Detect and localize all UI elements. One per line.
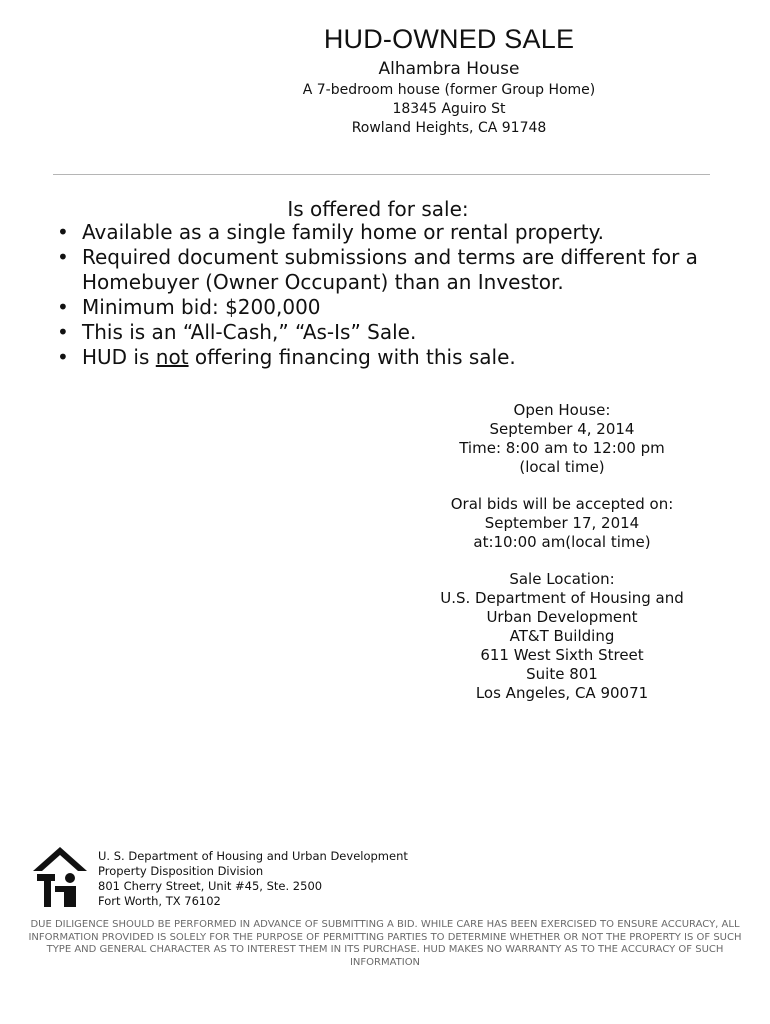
sale-location-line: U.S. Department of Housing and [440, 589, 684, 607]
property-name: Alhambra House [378, 59, 520, 79]
sale-location-line: Los Angeles, CA 90071 [475, 684, 649, 702]
list-item: • This is an “All-Cash,” “As-Is” Sale. [82, 320, 770, 345]
hud-logo-icon [31, 845, 89, 909]
offer-list [36, 220, 770, 370]
offer-heading: Is offered for sale: [287, 197, 469, 221]
open-house-time: Time: 8:00 am to 12:00 pm [459, 439, 665, 457]
page-title: HUD-OWNED SALE [323, 24, 575, 54]
oral-bids-time: at:10:00 am(local time) [473, 533, 651, 551]
sale-location-line: 611 West Sixth Street [480, 646, 644, 664]
open-house-date: September 4, 2014 [489, 420, 635, 438]
property-city: Rowland Heights, CA 91748 [351, 120, 547, 136]
oral-bids-label: Oral bids will be accepted on: [450, 495, 674, 513]
divider [53, 174, 710, 175]
oral-bids-date: September 17, 2014 [484, 514, 640, 532]
sale-location-label: Sale Location: [509, 570, 615, 588]
sale-location-block [413, 570, 711, 703]
list-item: • Required document submissions and terms are different for a Homebuyer (Owner Occupant) than an Investor. [82, 245, 770, 295]
hud-address-line: Fort Worth, TX 76102 [98, 894, 221, 908]
hud-address [98, 849, 408, 909]
hud-address-line: U. S. Department of Housing and Urban Development [98, 849, 408, 863]
hud-address-line: 801 Cherry Street, Unit #45, Ste. 2500 [98, 879, 323, 893]
open-house-zone: (local time) [519, 458, 605, 476]
sale-location-line: AT&T Building [509, 627, 615, 645]
underlined-word: not [155, 345, 189, 369]
sale-location-line: Urban Development [486, 608, 638, 626]
list-item: • Minimum bid: $200,000 [82, 295, 770, 320]
list-item-text: HUD is [82, 345, 156, 369]
hud-address-line: Property Disposition Division [98, 864, 264, 878]
property-street: 18345 Aguiro St [392, 101, 506, 117]
list-item: • Available as a single family home or rental property. [82, 220, 770, 245]
open-house-label: Open House: [513, 401, 611, 419]
disclaimer: DUE DILIGENCE SHOULD BE PERFORMED IN ADVANCE OF SUBMITTING A BID. WHILE CARE HAS BEEN EXERCISED TO ENSURE ACCURACY, ALL INFORMATION PROVIDED IS SOLELY FOR THE PURPOSE OF PERMITTING PARTIES TO DETERMINE WHETHER OR NOT THE PROPERTY IS OF SUCH TYPE AND GENERAL CHARACTER AS TO INTEREST THEM IN ITS PURCHASE. HUD MAKES NO WARRANTY AS TO THE ACCURACY OF SUCH INFORMATION [28, 919, 742, 968]
sale-location-line: Suite 801 [526, 665, 598, 683]
list-item-text: offering financing with this sale. [188, 345, 516, 369]
list-item [82, 345, 770, 370]
open-house-block [413, 401, 711, 477]
oral-bids-block [413, 495, 711, 552]
property-description: A 7-bedroom house (former Group Home) [302, 82, 596, 98]
